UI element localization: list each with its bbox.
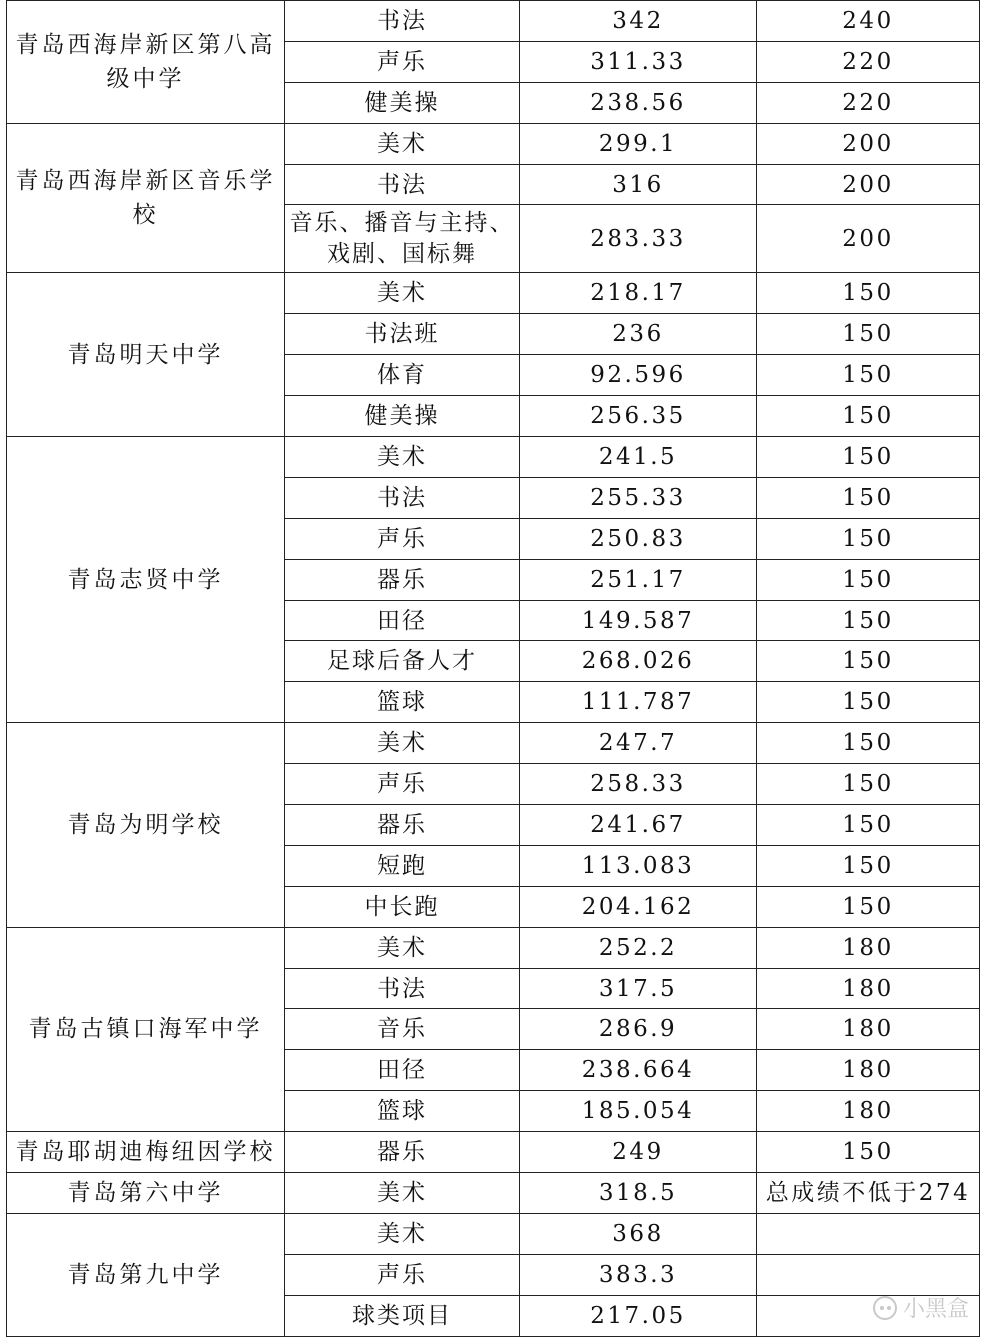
limit-cell: 200 xyxy=(757,164,980,205)
school-name-cell: 青岛耶胡迪梅纽因学校 xyxy=(7,1132,285,1173)
table-row xyxy=(7,437,980,478)
score-cell: 316 xyxy=(520,164,757,205)
school-name-cell: 青岛志贤中学 xyxy=(7,437,285,723)
limit-cell: 150 xyxy=(757,723,980,764)
limit-cell: 220 xyxy=(757,82,980,123)
score-cell: 283.33 xyxy=(520,205,757,273)
score-cell: 383.3 xyxy=(520,1254,757,1295)
score-cell: 241.67 xyxy=(520,805,757,846)
subject-cell: 短跑 xyxy=(285,845,520,886)
subject-cell: 健美操 xyxy=(285,396,520,437)
subject-cell: 球类项目 xyxy=(285,1295,520,1336)
table-row xyxy=(7,1132,980,1173)
school-name-cell: 青岛明天中学 xyxy=(7,273,285,437)
limit-cell: 150 xyxy=(757,845,980,886)
score-cell: 218.17 xyxy=(520,273,757,314)
limit-cell: 180 xyxy=(757,1009,980,1050)
limit-cell: 220 xyxy=(757,41,980,82)
limit-cell: 150 xyxy=(757,1132,980,1173)
subject-cell: 美术 xyxy=(285,1213,520,1254)
limit-cell: 150 xyxy=(757,805,980,846)
table-row xyxy=(7,123,980,164)
score-cell: 256.35 xyxy=(520,396,757,437)
subject-cell: 声乐 xyxy=(285,1254,520,1295)
subject-cell: 器乐 xyxy=(285,805,520,846)
score-cell: 217.05 xyxy=(520,1295,757,1336)
score-cell: 236 xyxy=(520,314,757,355)
subject-cell: 书法班 xyxy=(285,314,520,355)
limit-cell: 180 xyxy=(757,968,980,1009)
score-cell: 318.5 xyxy=(520,1173,757,1214)
subject-cell: 美术 xyxy=(285,1173,520,1214)
limit-cell: 150 xyxy=(757,477,980,518)
score-cell: 249 xyxy=(520,1132,757,1173)
score-cell: 238.664 xyxy=(520,1050,757,1091)
limit-cell: 150 xyxy=(757,641,980,682)
watermark xyxy=(873,1292,969,1323)
subject-cell: 足球后备人才 xyxy=(285,641,520,682)
score-cell: 149.587 xyxy=(520,600,757,641)
limit-cell: 150 xyxy=(757,764,980,805)
table-row xyxy=(7,723,980,764)
school-name-cell: 青岛为明学校 xyxy=(7,723,285,927)
watermark-text: 小黑盒 xyxy=(902,1297,969,1322)
score-cell: 185.054 xyxy=(520,1091,757,1132)
subject-cell: 美术 xyxy=(285,123,520,164)
score-cell: 317.5 xyxy=(520,968,757,1009)
subject-cell: 书法 xyxy=(285,477,520,518)
score-cell: 204.162 xyxy=(520,886,757,927)
school-name-cell: 青岛第六中学 xyxy=(7,1173,285,1214)
subject-cell: 声乐 xyxy=(285,764,520,805)
subject-cell: 器乐 xyxy=(285,1132,520,1173)
score-cell: 247.7 xyxy=(520,723,757,764)
subject-cell: 音乐、播音与主持、戏剧、国标舞 xyxy=(285,205,520,273)
score-cell: 299.1 xyxy=(520,123,757,164)
score-cell: 113.083 xyxy=(520,845,757,886)
table-body xyxy=(7,1,980,1337)
subject-cell: 音乐 xyxy=(285,1009,520,1050)
limit-cell: 200 xyxy=(757,123,980,164)
admission-score-table xyxy=(6,0,980,1337)
subject-cell: 篮球 xyxy=(285,1091,520,1132)
limit-cell: 150 xyxy=(757,355,980,396)
chat-bubble-icon xyxy=(873,1296,897,1320)
limit-cell: 150 xyxy=(757,600,980,641)
score-cell: 241.5 xyxy=(520,437,757,478)
subject-cell: 书法 xyxy=(285,968,520,1009)
score-cell: 258.33 xyxy=(520,764,757,805)
subject-cell: 篮球 xyxy=(285,682,520,723)
table-row xyxy=(7,1,980,42)
subject-cell: 书法 xyxy=(285,164,520,205)
table-row xyxy=(7,273,980,314)
limit-cell: 180 xyxy=(757,1050,980,1091)
score-cell: 286.9 xyxy=(520,1009,757,1050)
subject-cell: 美术 xyxy=(285,927,520,968)
subject-cell: 健美操 xyxy=(285,82,520,123)
limit-cell: 150 xyxy=(757,273,980,314)
score-cell: 311.33 xyxy=(520,41,757,82)
limit-cell: 150 xyxy=(757,314,980,355)
school-name-cell: 青岛古镇口海军中学 xyxy=(7,927,285,1131)
school-name-cell: 青岛西海岸新区音乐学校 xyxy=(7,123,285,273)
score-cell: 111.787 xyxy=(520,682,757,723)
subject-cell: 书法 xyxy=(285,1,520,42)
limit-cell: 150 xyxy=(757,396,980,437)
limit-cell: 150 xyxy=(757,518,980,559)
subject-cell: 美术 xyxy=(285,723,520,764)
subject-cell: 美术 xyxy=(285,273,520,314)
limit-cell: 180 xyxy=(757,927,980,968)
school-name-cell: 青岛第九中学 xyxy=(7,1213,285,1336)
subject-cell: 声乐 xyxy=(285,41,520,82)
limit-cell: 150 xyxy=(757,682,980,723)
table-row xyxy=(7,1213,980,1254)
score-cell: 238.56 xyxy=(520,82,757,123)
table-row xyxy=(7,1173,980,1214)
score-cell: 342 xyxy=(520,1,757,42)
subject-cell: 体育 xyxy=(285,355,520,396)
limit-cell: 180 xyxy=(757,1091,980,1132)
limit-cell: 150 xyxy=(757,886,980,927)
limit-cell: 总成绩不低于274 xyxy=(757,1173,980,1214)
subject-cell: 中长跑 xyxy=(285,886,520,927)
limit-cell: 200 xyxy=(757,205,980,273)
school-name-cell: 青岛西海岸新区第八高级中学 xyxy=(7,1,285,124)
limit-cell xyxy=(757,1213,980,1254)
limit-cell: 240 xyxy=(757,1,980,42)
score-cell: 250.83 xyxy=(520,518,757,559)
limit-cell: 150 xyxy=(757,559,980,600)
subject-cell: 器乐 xyxy=(285,559,520,600)
score-cell: 368 xyxy=(520,1213,757,1254)
subject-cell: 美术 xyxy=(285,437,520,478)
score-cell: 251.17 xyxy=(520,559,757,600)
score-cell: 252.2 xyxy=(520,927,757,968)
score-cell: 92.596 xyxy=(520,355,757,396)
table-row xyxy=(7,927,980,968)
score-cell: 255.33 xyxy=(520,477,757,518)
limit-cell: 150 xyxy=(757,437,980,478)
limit-cell xyxy=(757,1254,980,1295)
score-cell: 268.026 xyxy=(520,641,757,682)
subject-cell: 田径 xyxy=(285,600,520,641)
subject-cell: 声乐 xyxy=(285,518,520,559)
subject-cell: 田径 xyxy=(285,1050,520,1091)
